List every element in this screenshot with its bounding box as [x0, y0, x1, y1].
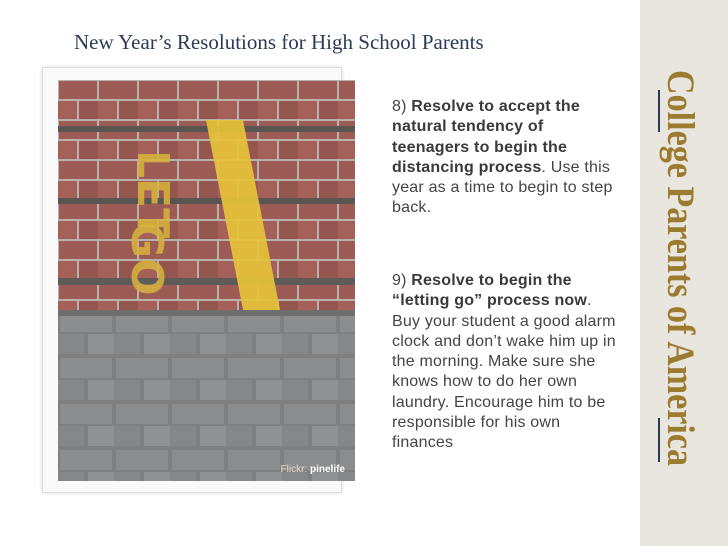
slide-title: New Year’s Resolutions for High School Parents — [74, 30, 484, 54]
rail-track — [58, 198, 355, 204]
brand-band — [640, 0, 728, 546]
item-rest: . Use this year as a time to begin to step back. — [392, 158, 613, 217]
let-go-photo — [58, 80, 355, 481]
photo-frame — [42, 67, 345, 493]
item-rest: . Buy your student a good alarm clock and don’t wake him up in the morning. Make sure she knows how to do her own laundry. Encourage him to be responsible for his own finances — [392, 292, 616, 452]
credit-name: pinelife — [309, 464, 345, 475]
item-number: 9) — [392, 272, 407, 289]
photo-credit — [281, 464, 345, 475]
rail-track — [58, 278, 355, 285]
painted-word-top: LET — [127, 150, 178, 239]
item-number: 8) — [392, 98, 407, 115]
resolution-item-9 — [392, 271, 624, 454]
painted-word-bottom: GO — [121, 222, 172, 296]
item-lead: Resolve to accept the natural tendency of teenagers to begin the distancing process — [392, 98, 580, 176]
rail-track — [58, 126, 355, 132]
item-lead: Resolve to begin the “letting go” process now — [392, 272, 588, 310]
college-parents-logo — [640, 0, 728, 546]
brick-pavement — [58, 80, 355, 310]
resolution-item-8 — [392, 97, 624, 219]
credit-prefix: Flickr: — [280, 464, 308, 475]
logo-wordmark: College Parents of America — [659, 70, 702, 524]
stone-pavement — [58, 316, 355, 481]
